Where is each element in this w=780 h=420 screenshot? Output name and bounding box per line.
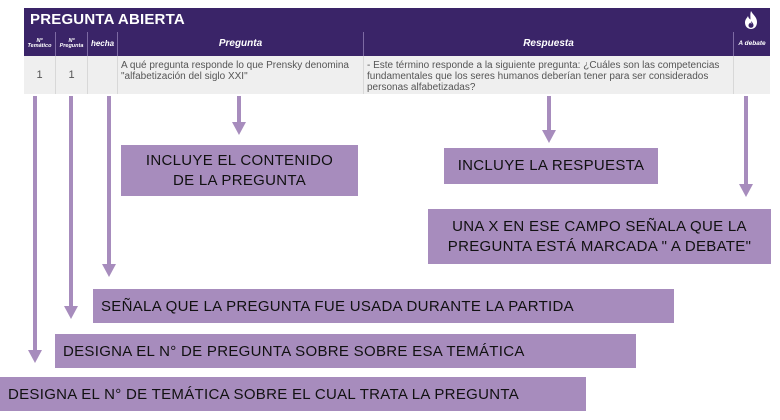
label-incluye-respuesta: INCLUYE LA RESPUESTA [444, 148, 658, 184]
header-debate: A debate [734, 32, 770, 56]
header-hecha: hecha [88, 32, 118, 56]
cell-pregunta-num[interactable]: 1 [56, 56, 88, 94]
label-incluye-contenido: INCLUYE EL CONTENIDO DE LA PREGUNTA [121, 145, 358, 196]
cell-tematica[interactable]: 1 [24, 56, 56, 94]
header-pregunta-num: Nº Pregunta [56, 32, 88, 56]
label-pregunta-num: DESIGNA EL N° DE PREGUNTA SOBRE SOBRE ESA TEMÁTICA [55, 334, 636, 368]
label-hecha: SEÑALA QUE LA PREGUNTA FUE USADA DURANTE LA PARTIDA [93, 289, 674, 323]
banner-title: PREGUNTA ABIERTA [30, 11, 185, 28]
label-tematica: DESIGNA EL N° DE TEMÁTICA SOBRE EL CUAL TRATA LA PREGUNTA [0, 377, 586, 411]
cell-respuesta[interactable]: - Este término responde a la siguiente pregunta: ¿Cuáles son las competencias fundamentales que los seres humanos deberían tener para ser considerados personas alfabetizadas? [364, 56, 734, 94]
cell-pregunta[interactable]: A qué pregunta responde lo que Prensky denomina "alfabetización del siglo XXI" [118, 56, 364, 94]
header-respuesta: Respuesta [364, 32, 734, 56]
header-tematica: Nº Temático [24, 32, 56, 56]
header-pregunta: Pregunta [118, 32, 364, 56]
label-a-debate: UNA X EN ESE CAMPO SEÑALA QUE LA PREGUNTA ESTÁ MARCADA " A DEBATE" [428, 209, 771, 264]
